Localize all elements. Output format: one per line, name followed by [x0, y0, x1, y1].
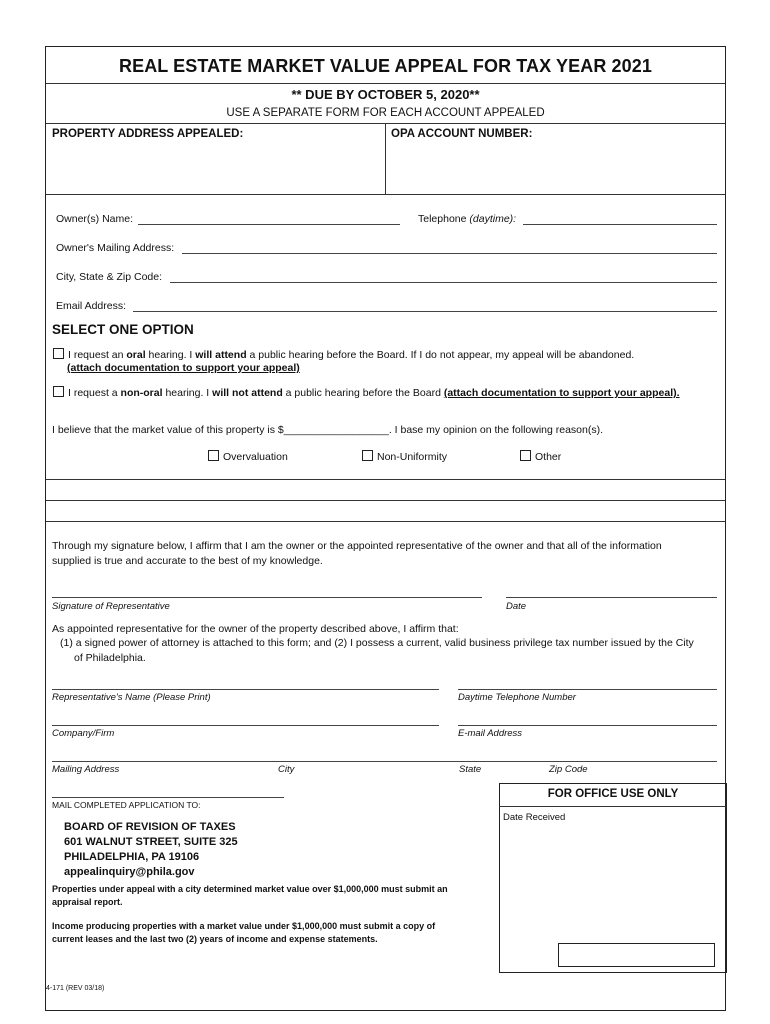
email-label: Email Address:	[56, 300, 127, 312]
reason-non-uniformity[interactable]: Non-Uniformity	[362, 450, 447, 463]
divider	[46, 83, 725, 84]
board-street: 601 WALNUT STREET, SUITE 325	[64, 836, 238, 848]
board-email[interactable]: appealinquiry@phila.gov	[64, 866, 195, 878]
mailing-address-field[interactable]	[182, 253, 717, 254]
reason-line[interactable]	[46, 479, 725, 480]
email-address-label: E-mail Address	[458, 728, 523, 739]
owner-name-field[interactable]	[138, 224, 400, 225]
divider	[52, 797, 284, 798]
mailing-label: Mailing Address	[52, 764, 120, 775]
select-option-heading: SELECT ONE OPTION	[52, 322, 194, 337]
mailing-address-label: Owner's Mailing Address:	[56, 242, 175, 254]
date-received-label: Date Received	[503, 812, 566, 823]
state-label: State	[459, 764, 482, 775]
board-city: PHILADELPHIA, PA 19106	[64, 851, 200, 863]
city-label: City	[278, 764, 295, 775]
divider	[499, 806, 727, 807]
office-use-heading: FOR OFFICE USE ONLY	[547, 788, 679, 800]
reason-other[interactable]: Other	[520, 450, 561, 463]
due-date: ** DUE BY OCTOBER 5, 2020**	[291, 87, 480, 102]
rep-name-field[interactable]	[52, 689, 439, 690]
market-value-sentence: I believe that the market value of this property is $__________________. I base my opinion on the following reason(s).	[52, 424, 604, 436]
oral-attach-note: (attach documentation to support your appeal)	[67, 362, 300, 374]
oral-hearing-checkbox[interactable]	[53, 348, 64, 359]
rep-affirm-items: (1) a signed power of attorney is attached to this form; and (2) I possess a current, valid business privilege tax number issued by the City of Philadelphia.	[60, 637, 694, 664]
rep-affirm-intro: As appointed representative for the owner of the property described above, I affirm that:	[52, 623, 459, 635]
affirm-text: Through my signature below, I affirm that I am the owner or the appointed representative of the owner and that all of the information supplied is true and accurate to the best of my knowledge.	[52, 540, 662, 567]
rep-name-label: Representative's Name (Please Print)	[52, 692, 211, 703]
city-state-zip-label: City, State & Zip Code:	[56, 271, 163, 283]
signature-field[interactable]	[52, 597, 482, 598]
telephone-field[interactable]	[523, 224, 717, 225]
non-uniformity-checkbox[interactable]	[362, 450, 373, 461]
email-address-field[interactable]	[458, 725, 717, 726]
daytime-phone-field[interactable]	[458, 689, 717, 690]
other-checkbox[interactable]	[520, 450, 531, 461]
appraisal-note: Properties under appeal with a city determined market value over $1,000,000 must submit an appraisal report.	[52, 884, 448, 907]
form-title: REAL ESTATE MARKET VALUE APPEAL FOR TAX YEAR 2021	[119, 56, 652, 76]
separate-form-note: USE A SEPARATE FORM FOR EACH ACCOUNT APPEALED	[226, 107, 545, 119]
signature-label: Signature of Representative	[52, 601, 170, 612]
company-label: Company/Firm	[52, 728, 115, 739]
date-label: Date	[506, 601, 527, 612]
zip-label: Zip Code	[549, 764, 588, 775]
reason-line[interactable]	[46, 521, 725, 522]
board-name: BOARD OF REVISION OF TAXES	[64, 821, 236, 833]
telephone-label: Telephone	[418, 213, 467, 225]
income-note: Income producing properties with a market value under $1,000,000 must submit a copy of current leases and the last two (2) years of income and expense statements.	[52, 921, 436, 944]
city-state-zip-field[interactable]	[170, 282, 717, 283]
telephone-daytime-label: (daytime):	[469, 213, 517, 225]
company-field[interactable]	[52, 725, 439, 726]
non-oral-hearing-option[interactable]: I request a non-oral hearing. I will not attend a public hearing before the Board (attach documentation to support your appeal).	[53, 386, 723, 399]
property-address-label: PROPERTY ADDRESS APPEALED:	[52, 128, 244, 140]
divider	[385, 123, 386, 194]
reason-overvaluation[interactable]: Overvaluation	[208, 450, 288, 463]
form-number: 4-171 (REV 03/18)	[46, 985, 105, 992]
daytime-phone-label: Daytime Telephone Number	[458, 692, 576, 703]
mail-to-label: MAIL COMPLETED APPLICATION TO:	[52, 800, 201, 810]
divider	[46, 194, 725, 195]
mailing-address-rep-field[interactable]	[52, 761, 717, 762]
email-field[interactable]	[133, 311, 717, 312]
board-address	[64, 820, 238, 880]
opa-account-label: OPA ACCOUNT NUMBER:	[391, 128, 533, 140]
overvaluation-checkbox[interactable]	[208, 450, 219, 461]
reason-line[interactable]	[46, 500, 725, 501]
opa-account-field[interactable]	[391, 144, 721, 190]
non-oral-hearing-checkbox[interactable]	[53, 386, 64, 397]
date-received-stamp-field[interactable]	[558, 943, 715, 967]
oral-hearing-option[interactable]: I request an oral hearing. I will attend a public hearing before the Board. If I do not appear, my appeal will be abandoned.	[53, 348, 723, 361]
owner-name-label: Owner(s) Name:	[56, 213, 134, 225]
property-address-field[interactable]	[52, 144, 382, 190]
date-field[interactable]	[506, 597, 717, 598]
